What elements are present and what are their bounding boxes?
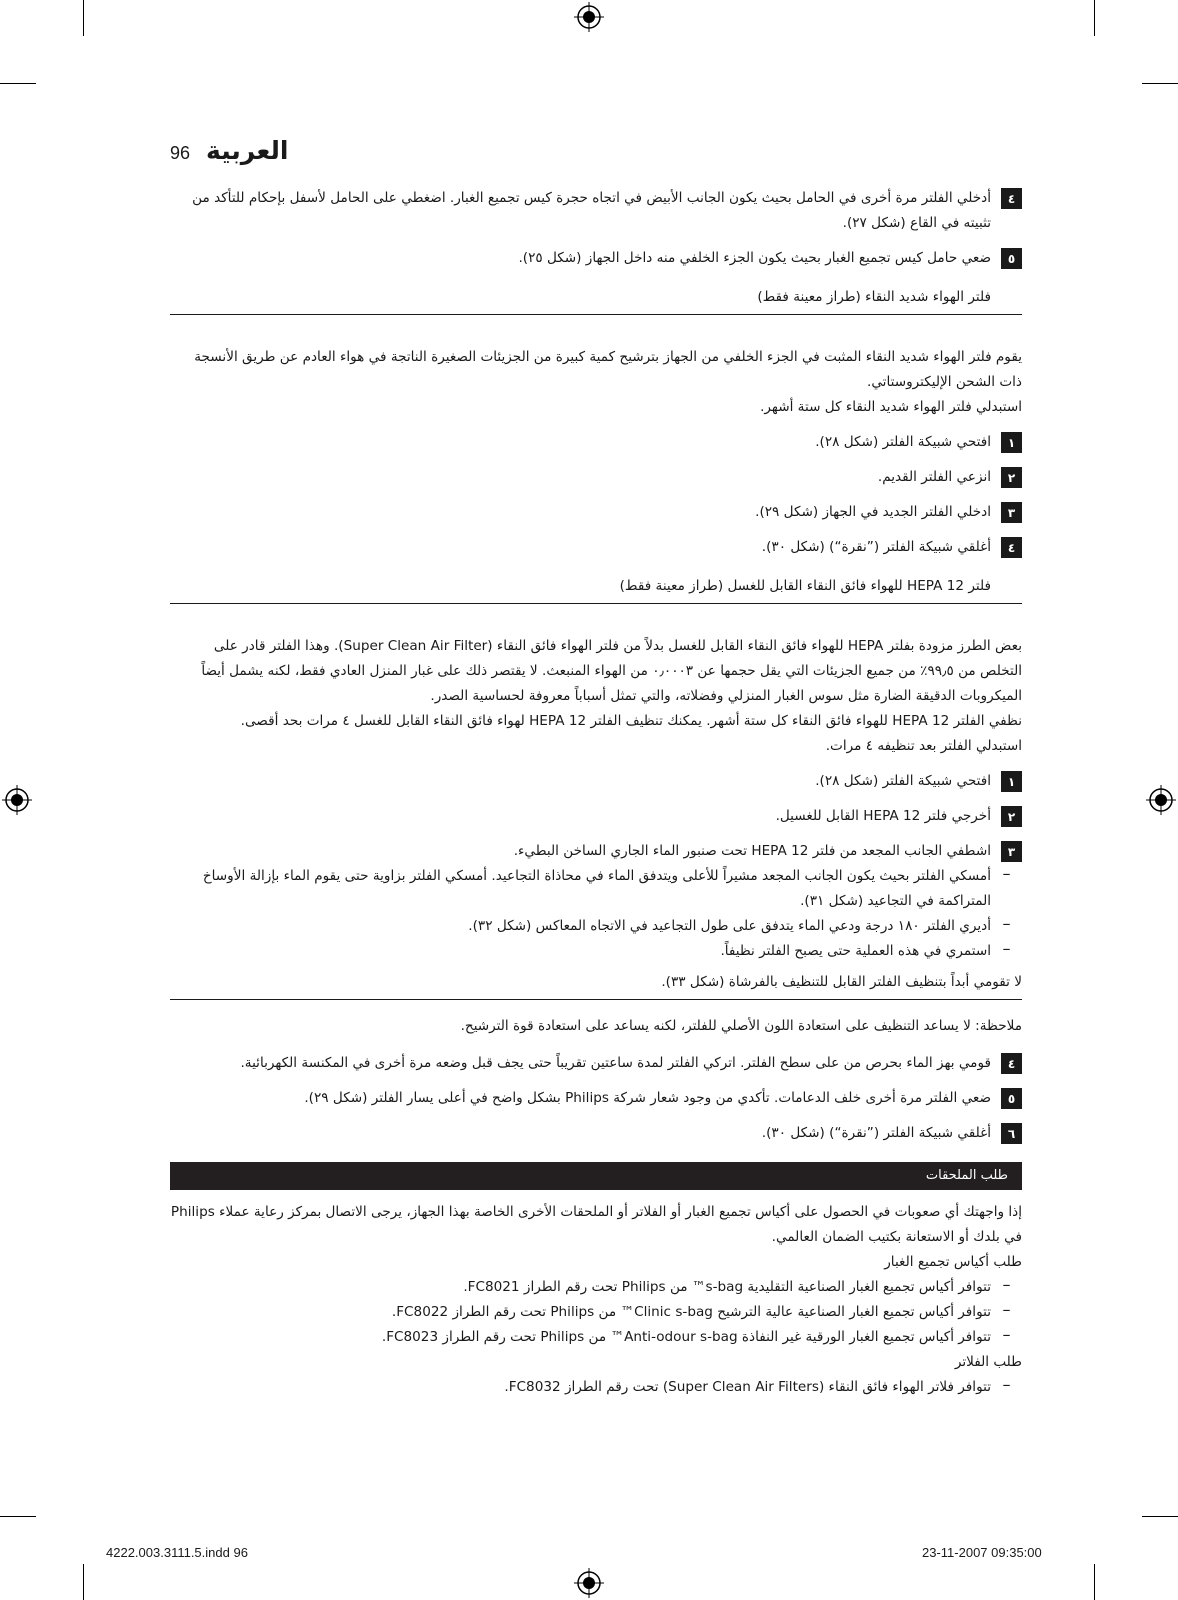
registration-mark-icon <box>574 2 604 32</box>
step-item <box>170 804 1022 829</box>
step-number: ٤ <box>1001 537 1022 558</box>
step-number: ٣ <box>1001 502 1022 523</box>
section-heading: فلتر HEPA 12 للهواء فائق النقاء القابل للغسل (طراز معينة فقط) <box>170 570 1022 604</box>
step-text: ضعي الفلتر مرة أخرى خلف الدعامات. تأكدي من وجود شعار شركة Philips بشكل واضح في أعلى يسار الفلتر (شكل ٢٩). <box>304 1090 991 1106</box>
paragraph: استبدلي فلتر الهواء شديد النقاء كل ستة أشهر. <box>760 399 1022 415</box>
step-item <box>170 246 1022 271</box>
crop-mark <box>1094 1564 1095 1600</box>
step-number: ٢ <box>1001 806 1022 827</box>
step-text: أخرجي فلتر HEPA 12 القابل للغسيل. <box>775 808 991 824</box>
paragraph: بعض الطرز مزودة بفلتر HEPA للهواء فائق النقاء القابل للغسل بدلاً من فلتر الهواء فائق النقاء (Super Clean Air Filter). وهذا الفلتر قادر على التخلص من ٩٩٫٥٪ من جميع الجزيئات التي يقل حجمها عن ٠٫٠٠٠٣ من الهواء المنبعث. لا يقتصر ذلك على غبار المنزل العادي فقط، لكنه يشمل أيضاً الميكروبات الدقيقة الضارة مثل سوس الغبار المنزلي وفضلاته، والتي تمثل أسباباً معروفة لحساسية الصدر. <box>201 638 1022 704</box>
list-item-text: أديري الفلتر ١٨٠ درجة ودعي الماء يتدفق على طول التجاعيد في الاتجاه المعاكس (شكل ٣٢). <box>468 918 991 934</box>
step-number: ٢ <box>1001 467 1022 488</box>
list-item-text: أمسكي الفلتر بحيث يكون الجانب المجعد مشيراً للأعلى ويتدفق الماء في محاذاة التجاعيد. أمسكي الفلتر بزاوية حتى يقوم الماء بإزالة الأوساخ المتراكمة في التجاعيد (شكل ٣١). <box>202 868 991 909</box>
step-text: افتحي شبيكة الفلتر (شكل ٢٨). <box>815 434 991 450</box>
crop-mark <box>1142 1516 1178 1517</box>
step-number: ١ <box>1001 432 1022 453</box>
step-item <box>170 186 1022 236</box>
page-title: العربية <box>206 136 289 165</box>
subsection-heading: طلب أكياس تجميع الغبار <box>884 1254 1022 1270</box>
step-text: أدخلي الفلتر مرة أخرى في الحامل بحيث يكون الجانب الأبيض في اتجاه حجرة كيس تجميع الغبار. اضغطي على الحامل لأسفل بإحكام للتأكد من تثبيته في القاع (شكل ٢٧). <box>192 190 991 231</box>
list-item <box>170 1300 1022 1325</box>
paragraph: نظفي الفلتر HEPA 12 للهواء فائق النقاء كل ستة أشهر. يمكنك تنظيف الفلتر HEPA 12 لهواء فائق النقاء القابل للغسل ٤ مرات بحد أقصى. <box>240 713 1022 729</box>
step-text: أغلقي شبيكة الفلتر (”نقرة“) (شكل ٣٠). <box>761 539 991 555</box>
step-text: ضعي حامل كيس تجميع الغبار بحيث يكون الجزء الخلفي منه داخل الجهاز (شكل ٢٥). <box>518 250 991 266</box>
subsection-heading: طلب الفلاتر <box>954 1354 1022 1370</box>
step-item <box>170 430 1022 455</box>
page-header <box>170 136 288 165</box>
dash-bullet: – <box>1002 864 1011 883</box>
note-text: ملاحظة: لا يساعد التنظيف على استعادة اللون الأصلي للفلتر، لكنه يساعد على استعادة قوة الترشيح. <box>460 1018 1022 1034</box>
step-item <box>170 535 1022 560</box>
step-item <box>170 500 1022 525</box>
registration-mark-icon <box>2 785 32 815</box>
list-item-text: تتوافر أكياس تجميع الغبار الورقية غير النفاذة Anti-odour s-bag™ من Philips تحت رقم الطراز FC8023. <box>381 1329 991 1345</box>
step-number: ١ <box>1001 771 1022 792</box>
paragraph: يقوم فلتر الهواء شديد النقاء المثبت في الجزء الخلفي من الجهاز بترشيح كمية كبيرة من الجزيئات الصغيرة الناتجة في هواء العادم عن طريق الأنسجة ذات الشحن الإليكتروستاتي. <box>194 349 1022 390</box>
crop-mark <box>1142 83 1178 84</box>
step-number: ٥ <box>1001 248 1022 269</box>
step-text: ادخلي الفلتر الجديد في الجهاز (شكل ٢٩). <box>755 504 991 520</box>
step-item <box>170 1086 1022 1111</box>
step-text: افتحي شبيكة الفلتر (شكل ٢٨). <box>815 773 991 789</box>
paragraph: إذا واجهتك أي صعوبات في الحصول على أكياس تجميع الغبار أو الفلاتر أو الملحقات الأخرى الخاصة بهذا الجهاز، يرجى الاتصال بمركز رعاية عملاء Philips في بلدك أو الاستعانة بكتيب الضمان العالمي. <box>170 1204 1022 1245</box>
step-text: انزعي الفلتر القديم. <box>877 469 991 485</box>
section-bar-heading: طلب الملحقات <box>170 1162 1022 1190</box>
step-text: قومي بهز الماء بحرص من على سطح الفلتر. اتركي الفلتر لمدة ساعتين تقريباً حتى يجف قبل وضعه مرة أخرى في المكنسة الكهربائية. <box>240 1055 991 1071</box>
step-item <box>170 1051 1022 1076</box>
page-content <box>170 186 1022 1400</box>
step-number: ٤ <box>1001 1053 1022 1074</box>
dash-bullet: – <box>1002 939 1011 958</box>
step-item <box>170 839 1022 864</box>
step-number: ٥ <box>1001 1088 1022 1109</box>
footer-timestamp: 23-11-2007 09:35:00 <box>922 1545 1042 1560</box>
dash-bullet: – <box>1002 1275 1011 1294</box>
crop-mark <box>0 1516 36 1517</box>
step-number: ٣ <box>1001 841 1022 862</box>
registration-mark-icon <box>574 1568 604 1598</box>
dash-bullet: – <box>1002 1300 1011 1319</box>
step-text: اشطفي الجانب المجعد من فلتر HEPA 12 تحت صنبور الماء الجاري الساخن البطيء. <box>513 843 991 859</box>
registration-mark-icon <box>1146 785 1176 815</box>
dash-bullet: – <box>1002 914 1011 933</box>
list-item-text: استمري في هذه العملية حتى يصبح الفلتر نظيفاً. <box>720 943 991 959</box>
step-text: أغلقي شبيكة الفلتر (”نقرة“) (شكل ٣٠). <box>761 1125 991 1141</box>
list-item <box>170 1375 1022 1400</box>
warning-text: لا تقومي أبداً بتنظيف الفلتر القابل للتنظيف بالفرشاة (شكل ٣٣). <box>170 966 1022 1000</box>
list-item-text: تتوافر أكياس تجميع الغبار الصناعية عالية الترشيح Clinic s-bag™ من Philips تحت رقم الطراز FC8022. <box>391 1304 991 1320</box>
list-item <box>170 864 1022 914</box>
list-item <box>170 1325 1022 1350</box>
step-number: ٦ <box>1001 1123 1022 1144</box>
list-item <box>170 939 1022 964</box>
crop-mark <box>83 1564 84 1600</box>
footer-file-info: 4222.003.3111.5.indd 96 <box>106 1545 248 1560</box>
list-item <box>170 1275 1022 1300</box>
step-item <box>170 769 1022 794</box>
dash-bullet: – <box>1002 1375 1011 1394</box>
list-item-text: تتوافر أكياس تجميع الغبار الصناعية التقليدية s-bag™ من Philips تحت رقم الطراز FC8021. <box>463 1279 991 1295</box>
paragraph: استبدلي الفلتر بعد تنظيفه ٤ مرات. <box>825 738 1022 754</box>
list-item-text: تتوافر فلاتر الهواء فائق النقاء (Super Clean Air Filters) تحت رقم الطراز FC8032. <box>504 1379 991 1395</box>
step-item <box>170 1121 1022 1146</box>
section-heading: فلتر الهواء شديد النقاء (طراز معينة فقط) <box>170 281 1022 315</box>
crop-mark <box>1094 0 1095 36</box>
step-item <box>170 465 1022 490</box>
crop-mark <box>0 83 36 84</box>
list-item <box>170 914 1022 939</box>
dash-bullet: – <box>1002 1325 1011 1344</box>
page-number: 96 <box>170 143 191 163</box>
step-number: ٤ <box>1001 188 1022 209</box>
crop-mark <box>83 0 84 36</box>
